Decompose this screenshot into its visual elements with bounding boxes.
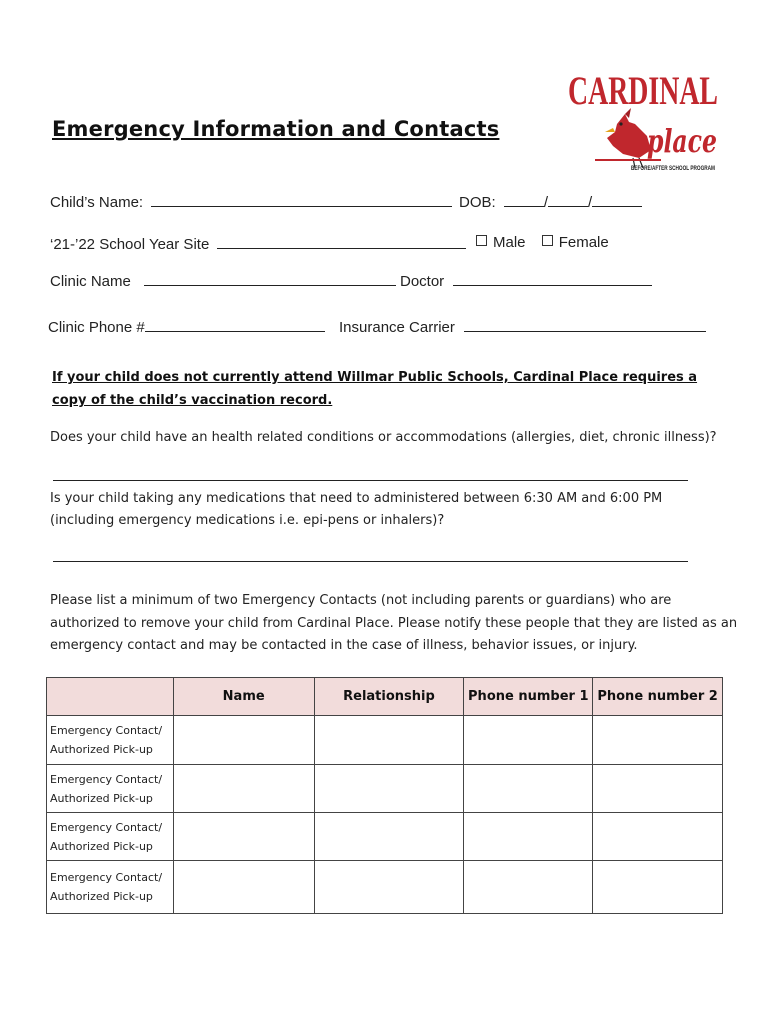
- row-label-line-2: Authorized Pick-up: [50, 743, 153, 756]
- row-label-line-1: Emergency Contact/: [50, 871, 163, 884]
- cardinal-place-logo: [565, 66, 725, 176]
- name-cell[interactable]: [173, 861, 314, 914]
- insurance-field[interactable]: [464, 317, 706, 332]
- logo-word-top: CARDINAL: [568, 68, 718, 113]
- table-row: [47, 716, 723, 765]
- phone-2-cell[interactable]: [593, 765, 723, 813]
- insurance-row: [339, 317, 706, 336]
- child-name-label: Child’s Name:: [50, 194, 144, 211]
- insurance-label: Insurance Carrier: [339, 319, 455, 336]
- gender-options: [476, 234, 609, 251]
- clinic-phone-row: [48, 317, 325, 336]
- emergency-contacts-table: [46, 677, 723, 914]
- phone-2-cell[interactable]: [593, 813, 723, 861]
- dob-year-field[interactable]: [592, 192, 642, 207]
- logo-tagline: BEFORE/AFTER SCHOOL PROGRAM: [631, 166, 715, 172]
- relationship-cell[interactable]: [314, 765, 464, 813]
- female-checkbox[interactable]: [542, 235, 553, 246]
- school-year-row: [50, 234, 466, 253]
- page-title: Emergency Information and Contacts: [52, 117, 500, 141]
- doctor-field[interactable]: [453, 271, 652, 286]
- phone-1-cell[interactable]: [464, 765, 593, 813]
- phone-1-cell[interactable]: [464, 716, 593, 765]
- health-question: Does your child have an health related conditions or accommodations (allergies, diet, chronic illness)?: [50, 430, 717, 445]
- doctor-row: [400, 271, 652, 290]
- phone-2-cell[interactable]: [593, 861, 723, 914]
- header-cell-blank: [47, 678, 174, 716]
- clinic-name-label: Clinic Name: [50, 273, 131, 290]
- name-cell[interactable]: [173, 765, 314, 813]
- relationship-cell[interactable]: [314, 716, 464, 765]
- row-label: [47, 861, 174, 914]
- row-label: [47, 813, 174, 861]
- table-header-row: [47, 678, 723, 716]
- row-label-line-1: Emergency Contact/: [50, 772, 163, 786]
- phone-1-cell[interactable]: [464, 813, 593, 861]
- clinic-phone-field[interactable]: [145, 317, 325, 332]
- clinic-name-field[interactable]: [144, 271, 396, 286]
- name-cell[interactable]: [173, 716, 314, 765]
- logo-word-bottom: place: [647, 122, 717, 160]
- row-label-line-1: Emergency Contact/: [50, 724, 163, 737]
- phone-1-cell[interactable]: [464, 861, 593, 914]
- doctor-label: Doctor: [400, 273, 445, 290]
- row-label: [47, 716, 174, 765]
- clinic-name-row: [50, 271, 396, 290]
- child-name-row: [50, 192, 452, 211]
- contacts-intro: Please list a minimum of two Emergency Contacts (not including parents or guardians) who are authorized to remove your child from Cardinal Place. Please notify these people that they are listed as an emergency contact and may be contacted in the case of illness, behavior issues, or injury.: [50, 593, 738, 653]
- row-label-line-2: Authorized Pick-up: [50, 839, 153, 853]
- school-year-label: ‘21-’22 School Year Site: [50, 236, 210, 253]
- dob-label: DOB:: [459, 194, 496, 211]
- dob-day-field[interactable]: [548, 192, 588, 207]
- phone-2-cell[interactable]: [593, 716, 723, 765]
- row-label-line-2: Authorized Pick-up: [50, 791, 153, 805]
- female-label: Female: [558, 234, 609, 251]
- male-label: Male: [493, 234, 526, 251]
- dob-separator: /: [588, 194, 593, 211]
- header-relationship: Relationship: [314, 678, 464, 716]
- health-answer-line[interactable]: [53, 480, 688, 481]
- relationship-cell[interactable]: [314, 813, 464, 861]
- row-label-line-2: Authorized Pick-up: [50, 890, 153, 903]
- vaccination-notice: If your child does not currently attend Willmar Public Schools, Cardinal Place requires a copy of the child’s vaccination record.: [52, 370, 698, 408]
- male-checkbox[interactable]: [476, 235, 487, 246]
- medication-answer-line[interactable]: [53, 561, 688, 562]
- row-label-line-1: Emergency Contact/: [50, 820, 163, 834]
- child-name-field[interactable]: [151, 192, 452, 207]
- school-year-site-field[interactable]: [217, 234, 466, 249]
- dob-month-field[interactable]: [504, 192, 544, 207]
- relationship-cell[interactable]: [314, 861, 464, 914]
- header-name: Name: [173, 678, 314, 716]
- dob-row: [459, 192, 642, 211]
- header-phone-2: Phone number 2: [593, 678, 723, 716]
- table-row: [47, 813, 723, 861]
- table-row: [47, 861, 723, 914]
- name-cell[interactable]: [173, 813, 314, 861]
- row-label: [47, 765, 174, 813]
- clinic-phone-label: Clinic Phone #: [48, 319, 145, 336]
- table-row: [47, 765, 723, 813]
- header-phone-1: Phone number 1: [464, 678, 593, 716]
- medication-question: Is your child taking any medications that need to administered between 6:30 AM and 6:00 PM (including emergency medications i.e. epi-pens or inhalers)?: [50, 491, 663, 528]
- dob-separator: /: [543, 194, 549, 211]
